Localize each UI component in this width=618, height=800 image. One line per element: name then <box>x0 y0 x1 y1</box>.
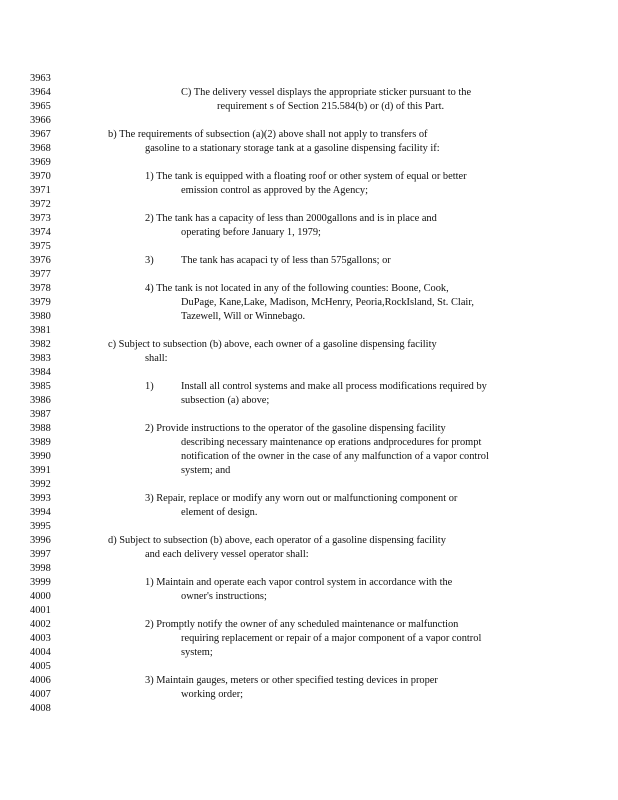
subsection-b-line-1: b) The requirements of subsection (a)(2) above shall not apply to transfers of <box>108 129 428 140</box>
line-number: 4008 <box>30 703 51 714</box>
line-number: 3982 <box>30 339 51 350</box>
item-c2-line-3: notification of the owner in the case of any malfunction of a vapor control <box>181 451 489 462</box>
line-number: 3973 <box>30 213 51 224</box>
line-number: 3970 <box>30 171 51 182</box>
line-number: 3975 <box>30 241 51 252</box>
clause-c-line-1: C) The delivery vessel displays the appropriate sticker pursuant to the <box>181 87 472 98</box>
line-number: 3987 <box>30 409 51 420</box>
line-number: 4002 <box>30 619 51 630</box>
item-d3-line-2: working order; <box>181 689 244 700</box>
line-number: 3986 <box>30 395 51 406</box>
item-b1-line-1: 1) The tank is equipped with a floating roof or other system of equal or better <box>145 171 467 182</box>
item-b3-text: The tank has acapaci ty of less than 575gallons; or <box>181 255 391 266</box>
line-number: 3988 <box>30 423 51 434</box>
line-number: 3994 <box>30 507 51 518</box>
line-number: 3985 <box>30 381 51 392</box>
item-b4-line-1: 4) The tank is not located in any of the following counties: Boone, Cook, <box>145 283 449 294</box>
item-b2-line-2: operating before January 1, 1979; <box>181 227 321 238</box>
line-number: 3963 <box>30 73 51 84</box>
item-c1-line-2: subsection (a) above; <box>181 395 270 406</box>
item-d2-line-1: 2) Promptly notify the owner of any scheduled maintenance or malfunction <box>145 619 459 630</box>
item-b3-number: 3) <box>145 255 154 266</box>
line-number: 3992 <box>30 479 51 490</box>
line-number: 3998 <box>30 563 51 574</box>
line-number: 3980 <box>30 311 51 322</box>
item-c2-line-4: system; and <box>181 465 231 476</box>
clause-c-line-2: requirement s of Section 215.584(b) or (d) of this Part. <box>217 101 445 112</box>
subsection-d-line-1: d) Subject to subsection (b) above, each operator of a gasoline dispensing facility <box>108 535 446 546</box>
line-number: 3989 <box>30 437 51 448</box>
line-number: 3983 <box>30 353 51 364</box>
item-d3-line-1: 3) Maintain gauges, meters or other specified testing devices in proper <box>145 675 438 686</box>
line-number: 3967 <box>30 129 51 140</box>
line-number: 3974 <box>30 227 51 238</box>
line-number: 3999 <box>30 577 51 588</box>
item-c2-line-1: 2) Provide instructions to the operator of the gasoline dispensing facility <box>145 423 446 434</box>
line-number: 4001 <box>30 605 51 616</box>
subsection-c-line-1: c) Subject to subsection (b) above, each owner of a gasoline dispensing facility <box>108 339 437 350</box>
item-d2-line-3: system; <box>181 647 213 658</box>
item-c3-line-2: element of design. <box>181 507 258 518</box>
line-number: 3979 <box>30 297 51 308</box>
item-b1-line-2: emission control as approved by the Agency; <box>181 185 368 196</box>
item-b2-line-1: 2) The tank has a capacity of less than 2000gallons and is in place and <box>145 213 437 224</box>
subsection-b-line-2: gasoline to a stationary storage tank at a gasoline dispensing facility if: <box>145 143 440 154</box>
line-number: 3969 <box>30 157 51 168</box>
line-number: 4004 <box>30 647 51 658</box>
line-number: 3991 <box>30 465 51 476</box>
line-number: 3972 <box>30 199 51 210</box>
line-number: 3978 <box>30 283 51 294</box>
line-number: 4003 <box>30 633 51 644</box>
line-number: 4006 <box>30 675 51 686</box>
item-d1-line-2: owner's instructions; <box>181 591 267 602</box>
line-number: 3976 <box>30 255 51 266</box>
line-number: 3997 <box>30 549 51 560</box>
line-number: 3966 <box>30 115 51 126</box>
line-number: 4005 <box>30 661 51 672</box>
line-number: 3968 <box>30 143 51 154</box>
line-number: 3965 <box>30 101 51 112</box>
item-c3-line-1: 3) Repair, replace or modify any worn out or malfunctioning component or <box>145 493 458 504</box>
line-number: 3996 <box>30 535 51 546</box>
line-number: 3977 <box>30 269 51 280</box>
line-number: 3990 <box>30 451 51 462</box>
line-number: 3981 <box>30 325 51 336</box>
subsection-d-line-2: and each delivery vessel operator shall: <box>145 549 309 560</box>
item-b4-line-2: DuPage, Kane,Lake, Madison, McHenry, Peoria,RockIsland, St. Clair, <box>181 297 474 308</box>
line-number: 3971 <box>30 185 51 196</box>
line-number: 4000 <box>30 591 51 602</box>
line-number: 3984 <box>30 367 51 378</box>
line-number: 3995 <box>30 521 51 532</box>
line-number: 3964 <box>30 87 51 98</box>
line-number: 4007 <box>30 689 51 700</box>
item-c2-line-2: describing necessary maintenance op erations andprocedures for prompt <box>181 437 482 448</box>
line-number: 3993 <box>30 493 51 504</box>
item-d2-line-2: requiring replacement or repair of a major component of a vapor control <box>181 633 482 644</box>
item-d1-line-1: 1) Maintain and operate each vapor control system in accordance with the <box>145 577 453 588</box>
subsection-c-line-2: shall: <box>145 353 168 364</box>
item-c1-number: 1) <box>145 381 154 392</box>
item-b4-line-3: Tazewell, Will or Winnebago. <box>181 311 306 322</box>
item-c1-line-1: Install all control systems and make all process modifications required by <box>181 381 487 392</box>
